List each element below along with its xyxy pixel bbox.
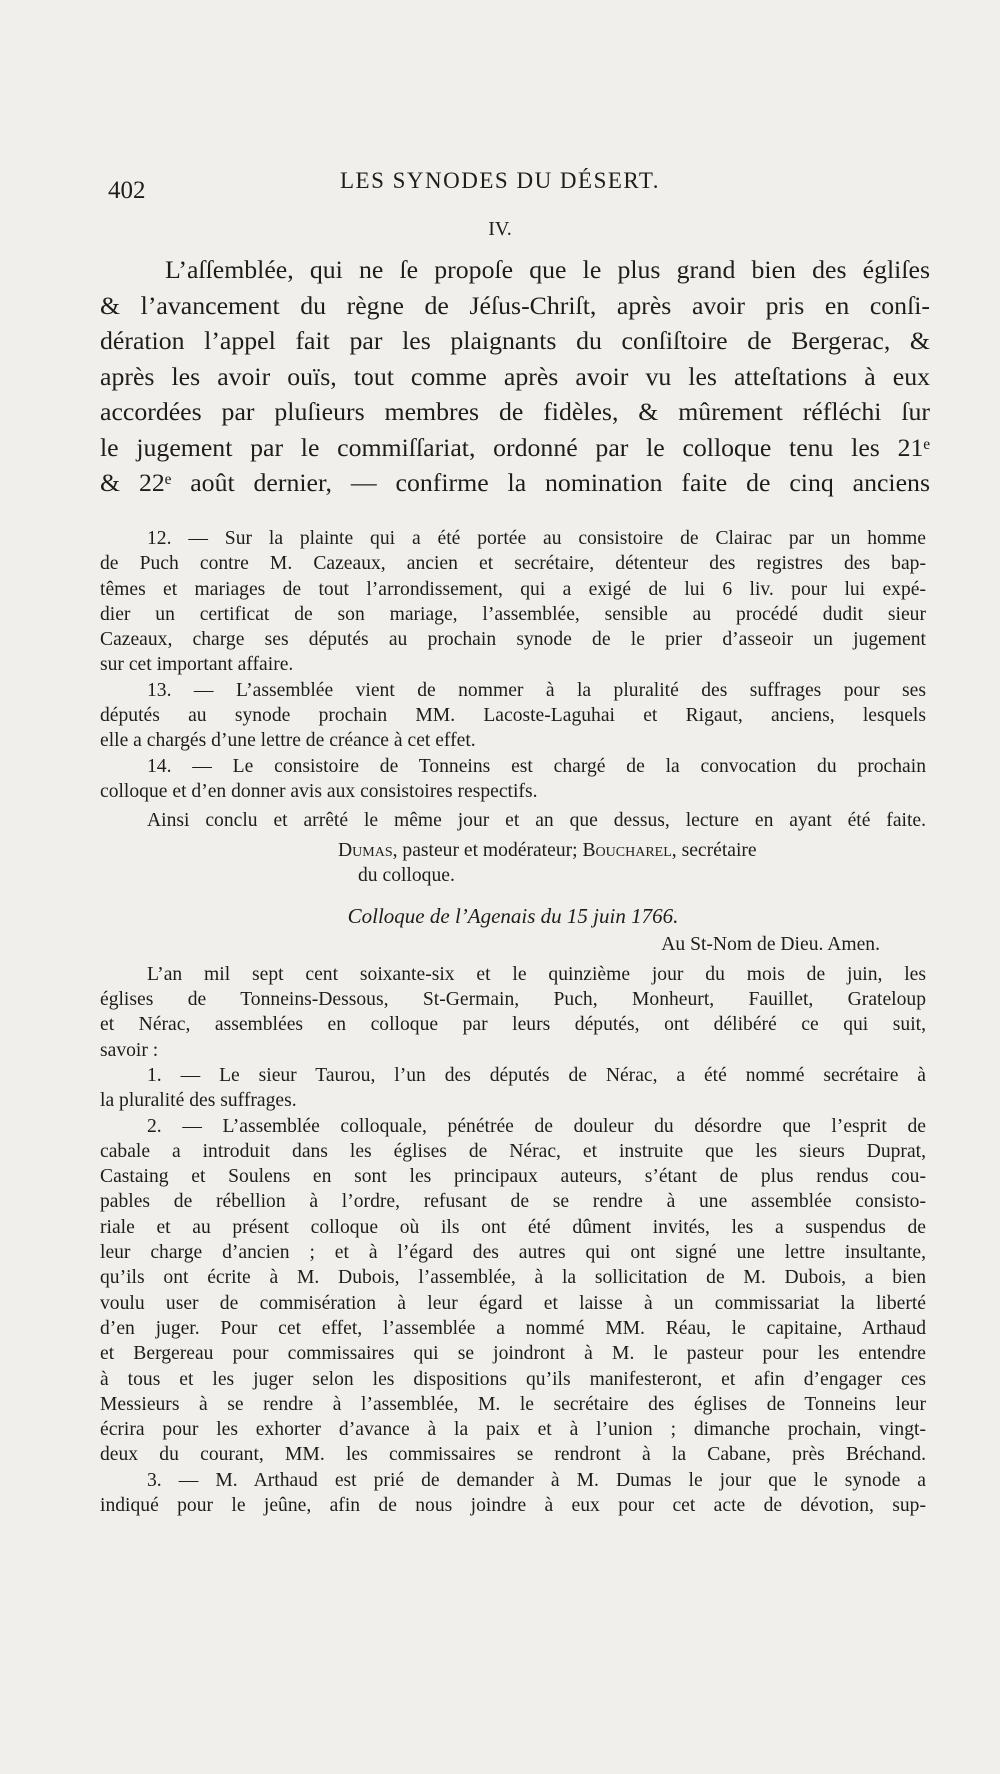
- note-line: de Puch contre M. Cazeaux, ancien et secrétaire, détenteur des registres des bap-: [100, 553, 926, 575]
- note-line: savoir :: [100, 1039, 159, 1061]
- signature-role: , pasteur et modérateur;: [392, 839, 583, 861]
- main-text-line: accordées par pluſieurs membres de fidèles, & mûrement réfléchi ſur: [100, 397, 930, 426]
- note-line: 14. — Le consistoire de Tonneins est chargé de la convocation du prochain: [147, 755, 926, 777]
- note-line: députés au synode prochain MM. Lacoste-Laguhai et Rigaut, anciens, lesquels: [100, 705, 926, 727]
- signature-line: [100, 838, 926, 863]
- note-line: 3. — M. Arthaud est prié de demander à M. Dumas le jour que le synode a: [147, 1469, 926, 1491]
- colloque-body: [100, 962, 926, 1519]
- main-text-line: après les avoir ouïs, tout comme après avoir vu les atteſtations à eux: [100, 361, 930, 391]
- note-line: dier un certificat de son mariage, l’assemblée, sensible au procédé dudit sieur: [100, 603, 926, 625]
- signature-role: , secrétaire: [671, 839, 757, 861]
- note-line: 13. — L’assemblée vient de nommer à la pluralité des suffrages pour ses: [147, 679, 926, 701]
- colloque-title: Colloque de l’Agenais du 15 juin 1766.: [347, 904, 679, 929]
- main-text-line: dération l’appel fait par les plaignants du conſiſtoire de Bergerac, &: [100, 326, 930, 355]
- main-text-line: & l’avancement du règne de Jéſus-Chriſt, après avoir pris en conſi-: [100, 290, 930, 320]
- note-line: 2. — L’assemblée colloquale, pénétrée de douleur du désordre que l’esprit de: [147, 1115, 926, 1137]
- main-text-line: le jugement par le commiſſariat, ordonné par le colloque tenu les 21ᵉ: [100, 432, 930, 462]
- note-line: pables de rébellion à l’ordre, refusant de se rendre à une assemblée consisto-: [100, 1191, 926, 1213]
- signature-line: du colloque.: [358, 864, 455, 886]
- note-line: deux du courant, MM. les commissaires se rendront à la Cabane, près Bréchand.: [100, 1444, 926, 1466]
- note-line: à tous et les juger selon les dispositions qu’ils manifesteront, et afin d’engager ces: [100, 1368, 926, 1390]
- note-line: 1. — Le sieur Taurou, l’un des députés de Nérac, a été nommé secrétaire à: [147, 1064, 926, 1086]
- note-line: et Bergereau pour commissaires qui se joindront à M. le pasteur pour les entendre: [100, 1343, 926, 1365]
- note-line: la pluralité des suffrages.: [100, 1090, 297, 1112]
- note-line: et Nérac, assemblées en colloque par leurs députés, ont délibéré ce qui suit,: [100, 1014, 926, 1036]
- signature-name: Dumas: [338, 839, 393, 861]
- running-title: LES SYNODES DU DÉSERT.: [340, 168, 660, 193]
- invocation: Au St-Nom de Dieu. Amen.: [661, 934, 880, 956]
- note-line: églises de Tonneins-Dessous, St-Germain, Puch, Monheurt, Fauillet, Grateloup: [100, 989, 926, 1011]
- note-line: 12. — Sur la plainte qui a été portée au consistoire de Clairac par un homme: [147, 528, 926, 549]
- note-line: Castaing et Soulens en sont les principaux auteurs, s’étant de plus rendus cou-: [100, 1166, 926, 1188]
- note-line: Messieurs à se rendre à l’assemblée, M. le secrétaire des églises de Tonneins leur: [100, 1393, 926, 1415]
- note-line: colloque et d’en donner avis aux consistoires respectifs.: [100, 780, 538, 802]
- main-text-line: L’aſſemblée, qui ne ſe propoſe que le plus grand bien des égliſes: [165, 255, 930, 284]
- note-line: voulu user de commisération à leur égard et laisse à un commissariat la liberté: [100, 1292, 926, 1314]
- section-number: IV.: [488, 218, 512, 240]
- note-line: indiqué pour le jeûne, afin de nous joindre à eux pour cet acte de dévotion, sup-: [100, 1494, 926, 1516]
- note-line: leur charge d’ancien ; et à l’égard des autres qui ont signé une lettre insultante,: [100, 1242, 926, 1264]
- note-line: qu’ils ont écrite à M. Dubois, l’assemblée, à la sollicitation de M. Dubois, a bien: [100, 1267, 926, 1289]
- note-line: sur cet important affaire.: [100, 654, 294, 676]
- note-line: Cazeaux, charge ses députés au prochain synode de le prier d’asseoir un jugement: [100, 629, 926, 651]
- note-line: L’an mil sept cent soixante-six et le quinzième jour du mois de juin, les: [147, 963, 926, 985]
- note-line: elle a chargés d’une lettre de créance à cet effet.: [100, 730, 476, 752]
- main-text-block: [100, 252, 930, 501]
- page-number: 402: [108, 177, 146, 204]
- main-text-line: & 22ᵉ août dernier, — confirme la nomination faite de cinq anciens: [100, 468, 930, 497]
- signature-name: Boucharel: [582, 839, 672, 861]
- note-line: cabale a introduit dans les églises de Nérac, et instruite que les sieurs Duprat,: [100, 1140, 926, 1162]
- note-line: riale et au présent colloque où ils ont été dûment invités, les a suspendus de: [100, 1216, 926, 1238]
- note-line: Ainsi conclu et arrêté le même jour et an que dessus, lecture en ayant été faite.: [147, 810, 926, 832]
- note-line: écrira pour les exhorter d’avance à la paix et à l’union ; dimanche prochain, vingt-: [100, 1419, 926, 1441]
- page-header: [0, 163, 1000, 203]
- note-line: têmes et mariages de tout l’arrondissement, qui a exigé de lui 6 liv. pour lui expé-: [100, 578, 926, 600]
- notes-block: [100, 526, 926, 1518]
- note-line: d’en juger. Pour cet effet, l’assemblée a nommé MM. Réau, le capitaine, Arthaud: [100, 1317, 926, 1339]
